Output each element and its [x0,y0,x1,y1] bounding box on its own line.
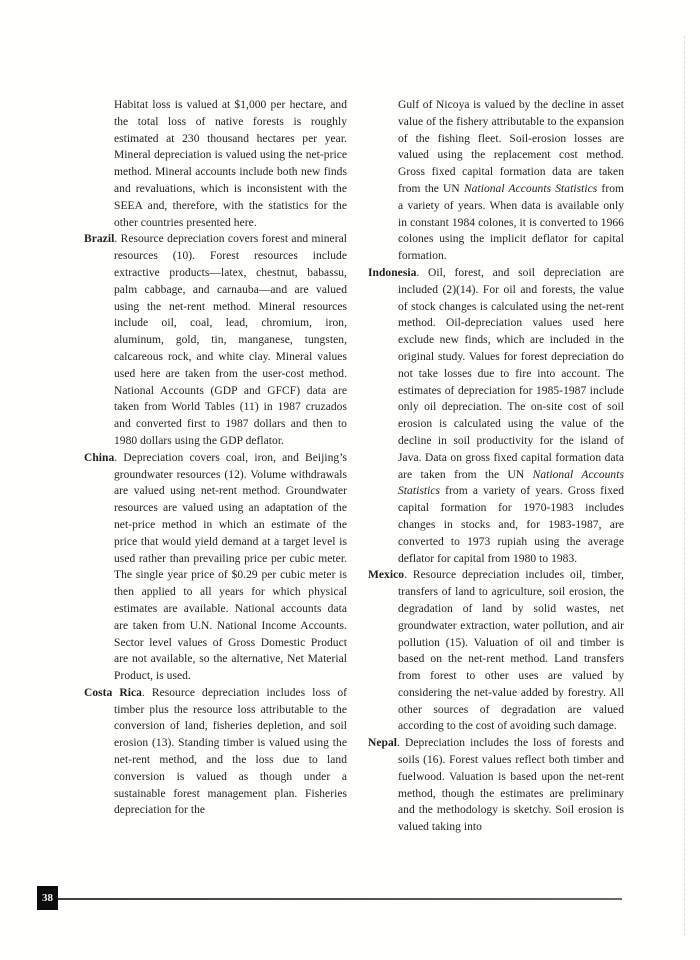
country-label-mexico: Mexico [368,569,405,582]
entry-text-segment: . Depreciation covers coal, iron, and Beijing’s groundwater resources (12). Volume withdrawals are valued using net-rent method. Groundwater resources are valued using an adaptation of the net-price method in which an estimate of the price that would yield demand at a target level is used rather than prevailing price per cubic meter. The single year price of $0.29 per cubic meter is then applied to all years for which physical estimates are available. National accounts data are taken from U.N. National Income Accounts. Sector level values of Gross Domestic Product are not available, so the alternative, Net Material Product, is used. [114,451,347,683]
page-number: 38 [42,892,53,904]
country-label-china: China [84,451,115,464]
entry-indonesia [368,265,624,567]
entry-text-segment: Gulf of Nicoya is valued by the decline in asset value of the fishery attributable to the expansion of the fishing fleet. Soil-erosion losses are valued using the replacement cost method. Gross fixed capital formation data are taken from the UN [398,99,624,195]
page-number-badge [37,886,58,910]
entry-text-segment: . Resource depreciation includes oil, timber, transfers of land to agriculture, soil erosion, the degradation of land by solid wastes, net groundwater extraction, water pollution, and air pollution (15). Valuation of oil and timber is based on the net-rent method. Land transfers from forest to other uses are valued by considering the net-value added by forestry. All other sources of degradation are valued according to the cost of avoiding such damage. [398,569,624,733]
entry-china [84,450,347,685]
entry-text-segment: National Accounts Statistics [463,182,598,195]
country-label-brazil: Brazil [84,233,115,246]
entry-text-segment: National Accounts Statistics [398,468,624,498]
column-right [368,97,624,836]
entry-text-segment: from a variety of years. When data is available only in constant 1984 colones, it is converted to 1966 colones using the implicit deflator for capital formation. [398,182,624,263]
entry-text-segment: . Depreciation includes the loss of forests and soils (16). Forest values reflect both timber and fuelwood. Valuation is based upon the net-rent method, though the estimates are preliminary and the methodology is sketchy. Soil erosion is valued taking into [397,737,624,834]
entry-text-segment: . Resource depreciation includes loss of timber plus the resource loss attributable to the conversion of land, fisheries depletion, and soil erosion (13). Standing timber is valued using the net-rent method, and the loss due to land conversion is valued as though under a sustainable forest management plan. Fisheries depreciation for the [114,686,347,817]
entry-text-segment: . Oil, forest, and soil depreciation are included (2)(14). For oil and forests, the value of stock changes is calculated using the net-rent method. Oil-depreciation values used here exclude new finds, which are included in the original study. Values for forest depreciation do not take losses due to fire into account. The estimates of depreciation for 1985-1987 include only oil depreciation. The on-site cost of soil erosion is calculated using the value of the decline in soil productivity for the island of Java. Data on gross fixed capital formation data are taken from the UN [398,266,624,481]
entry-nepal [368,735,624,836]
country-label-indonesia: Indonesia [368,266,417,279]
scan-edge-artifact [684,36,685,936]
entry-text-segment: Habitat loss is valued at $1,000 per hectare, and the total loss of native forests is roughly estimated at 230 thousand hectares per year. Mineral depreciation is valued using the net-price method. Mineral accounts include both new finds and revaluations, which is inconsistent with the SEEA and, therefore, with the statistics for the other countries presented here. [114,99,347,229]
country-label-costa-rica: Costa Rica [84,686,142,699]
entry-mexico [368,567,624,735]
entry-text-segment: from a variety of years. Gross fixed capital formation for 1970-1983 includes changes in stocks and, for 1983-1987, are converted to 1973 rupiah using the average deflator for capital from 1980 to 1983. [398,485,624,565]
entry-costa-rica [84,685,347,819]
column-left [84,97,347,819]
footer-rule [58,898,622,900]
entry-costa-rica-continuation [368,97,624,265]
entry-habitat-continuation [84,97,347,231]
entry-text-segment: . Resource depreciation covers forest and mineral resources (10). Forest resources include extractive products—latex, chestnut, babassu, palm cabbage, and carnauba—and are valued using the net-rent method. Mineral resources include oil, coal, lead, chromium, iron, aluminum, gold, tin, manganese, tungsten, calcareous rock, and white clay. Mineral values used here are taken from the user-cost method. National Accounts (GDP and GFCF) data are taken from World Tables (11) in 1987 cruzados and converted first to 1987 dollars and then to 1980 dollars using the GDP deflator. [114,233,347,447]
entry-brazil [84,231,347,449]
country-label-nepal: Nepal [368,737,397,750]
